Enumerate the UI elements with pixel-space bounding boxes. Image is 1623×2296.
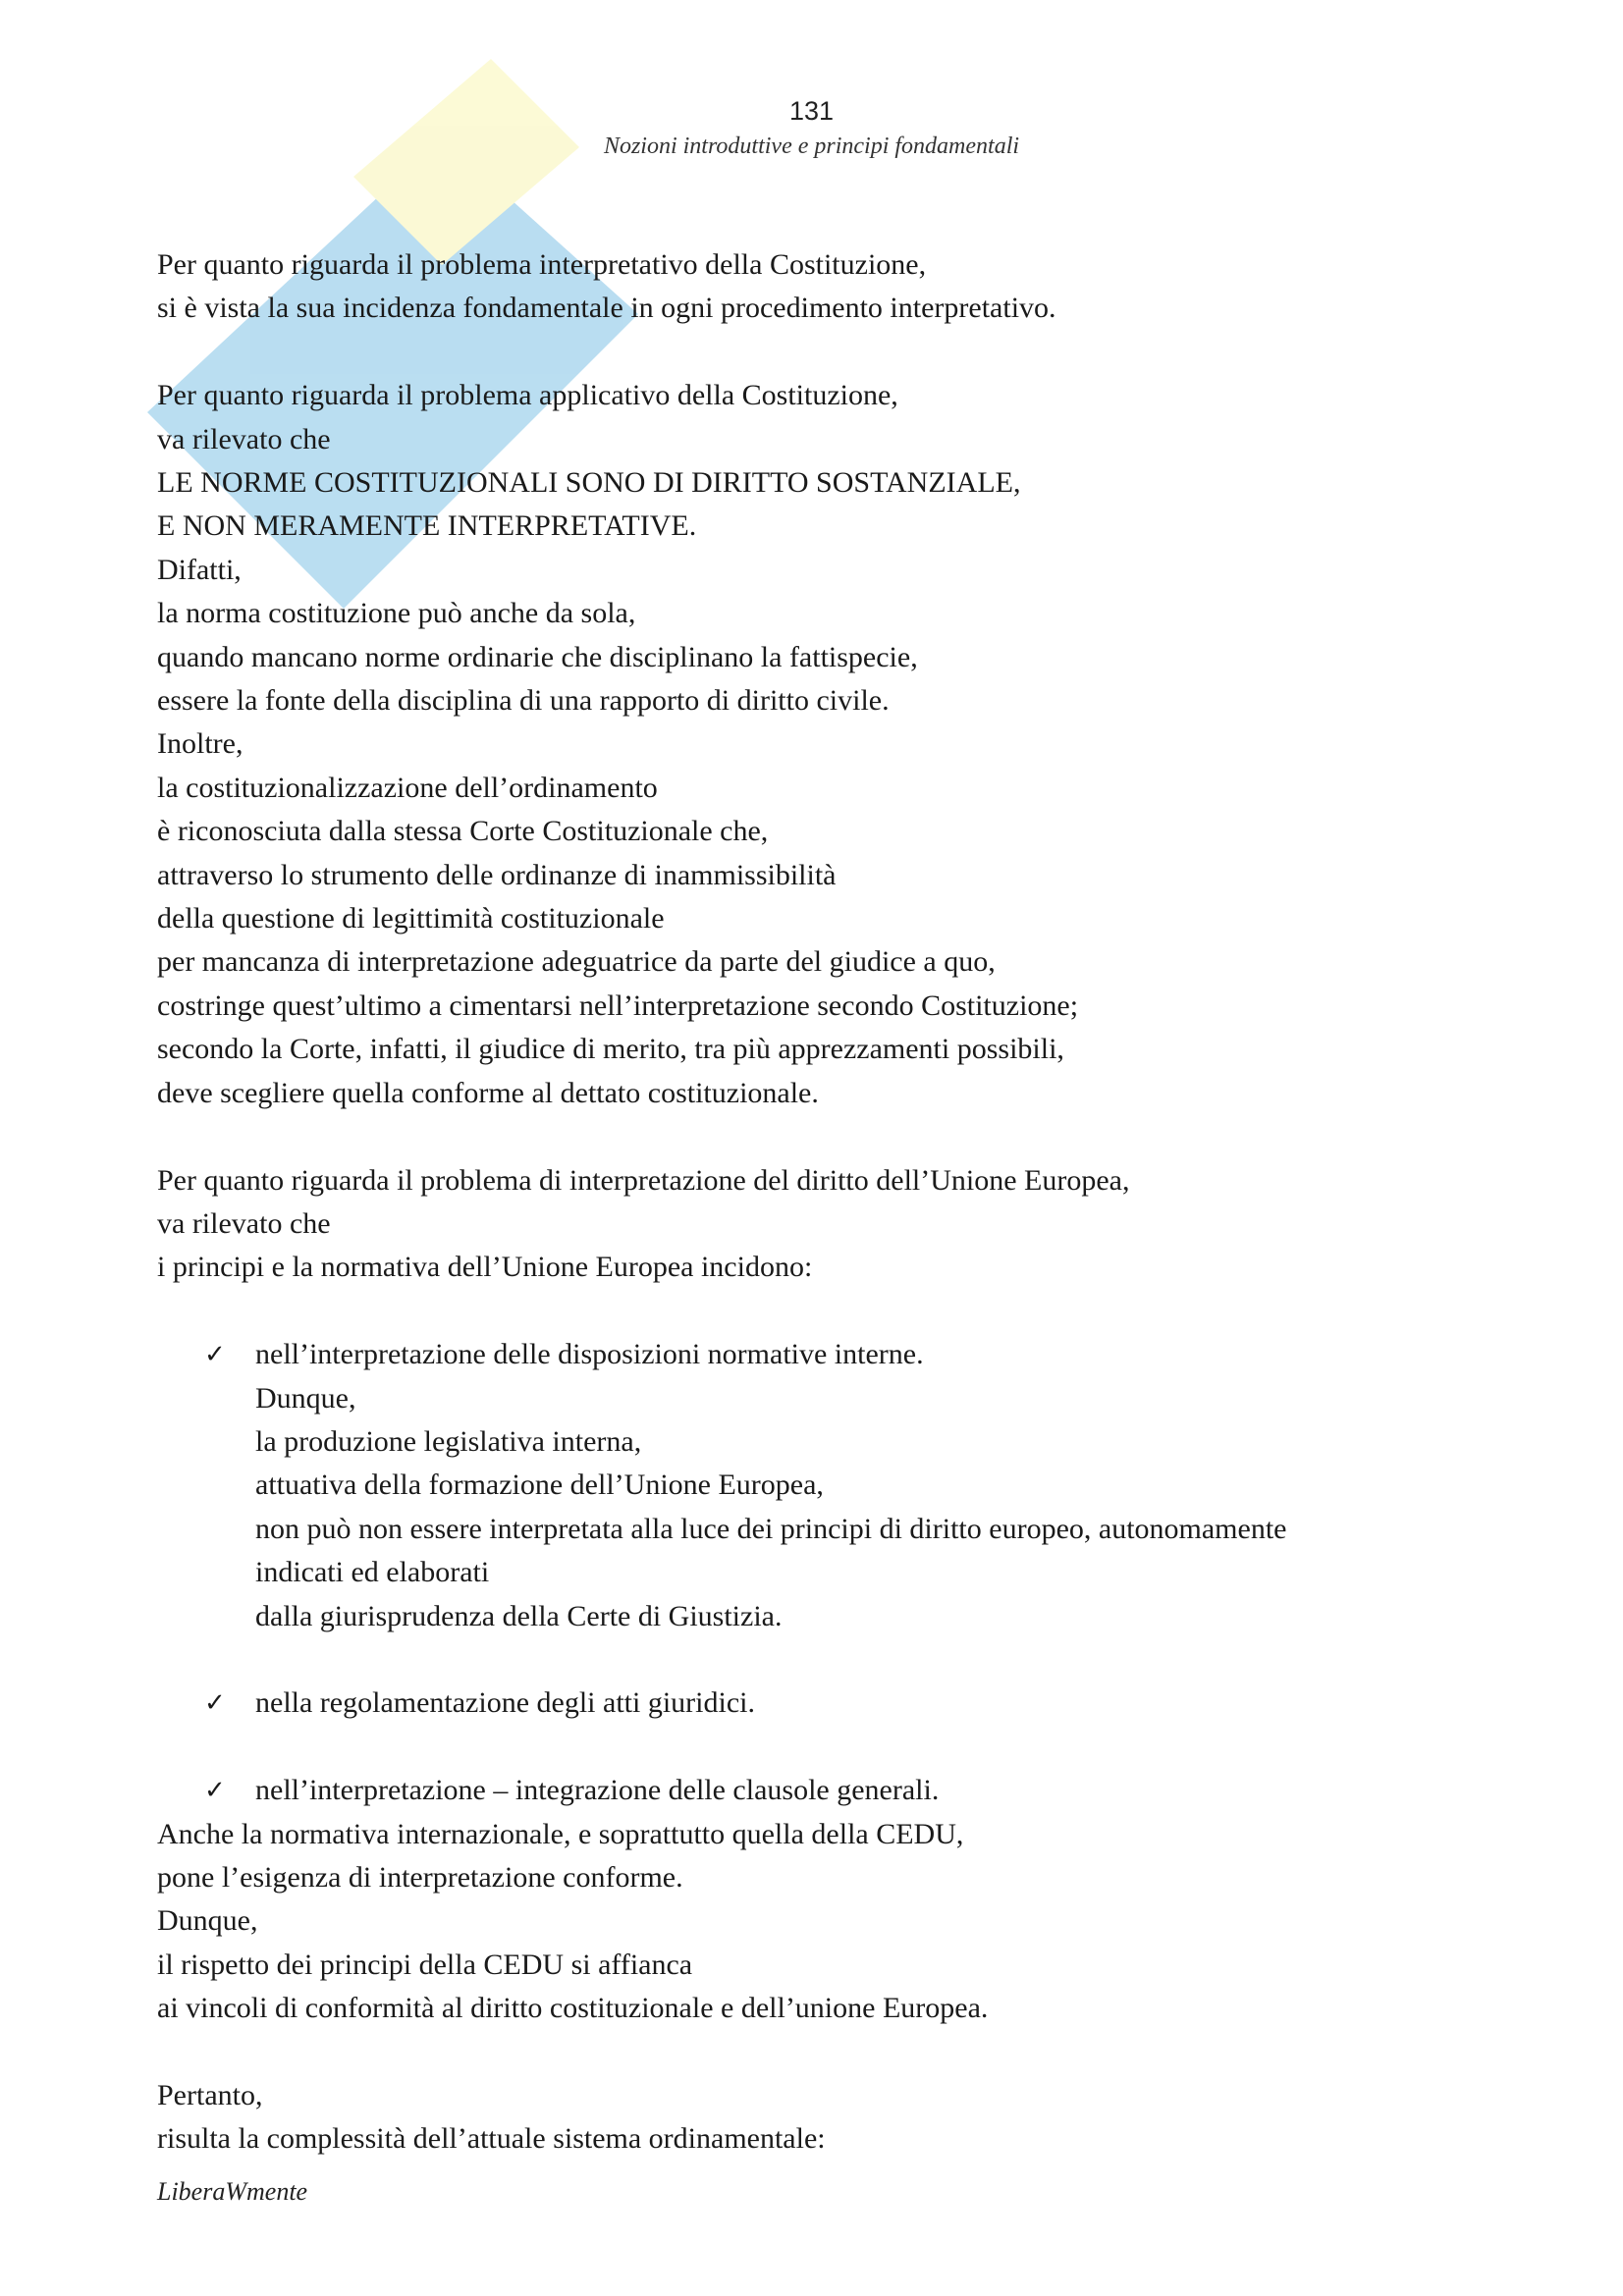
- page-number: 131: [788, 96, 835, 126]
- text-line: Inoltre,: [157, 727, 243, 761]
- paragraph-gap: [157, 1290, 1473, 1333]
- text-line: il rispetto dei principi della CEDU si affianca: [157, 1948, 693, 1981]
- text-line: Difatti,: [157, 553, 242, 586]
- text-line: secondo la Corte, infatti, il giudice di merito, tra più apprezzamenti possibili,: [157, 1033, 1064, 1066]
- text-line: Dunque,: [157, 1904, 258, 1938]
- paragraph-5: [157, 2074, 1473, 2162]
- text-line: attuativa della formazione dell’Unione Europea,: [255, 1468, 824, 1502]
- paragraph-1: [157, 243, 1473, 331]
- text-line: è riconosciuta dalla stessa Corte Costituzionale che,: [157, 815, 769, 848]
- checkmark-icon: ✓: [204, 1340, 226, 1370]
- text-line: LE NORME COSTITUZIONALI SONO DI DIRITTO SOSTANZIALE,: [157, 466, 1021, 500]
- text-line: ai vincoli di conformità al diritto costituzionale e dell’unione Europea.: [157, 1992, 989, 2025]
- checklist-item: [157, 1769, 1473, 1812]
- text-line: E NON MERAMENTE INTERPRETATIVE.: [157, 509, 697, 543]
- text-line: pone l’esigenza di interpretazione conforme.: [157, 1860, 683, 1894]
- text-line: quando mancano norme ordinarie che disciplinano la fattispecie,: [157, 640, 918, 673]
- text-line: i principi e la normativa dell’Unione Europea incidono:: [157, 1251, 813, 1284]
- checklist-item: [157, 1333, 1473, 1638]
- text-line: Anche la normativa internazionale, e soprattutto quella della CEDU,: [157, 1817, 964, 1850]
- footer-signature: LiberaWmente: [157, 2177, 308, 2206]
- text-line: la costituzionalizzazione dell’ordinamento: [157, 771, 658, 804]
- paragraph-3: [157, 1159, 1473, 1290]
- paragraph-gap: [157, 2031, 1473, 2074]
- checkmark-icon: ✓: [204, 1688, 226, 1719]
- text-line: Per quanto riguarda il problema di interpretazione del diritto dell’Unione Europea,: [157, 1163, 1130, 1197]
- text-line: si è vista la sua incidenza fondamentale in ogni procedimento interpretativo.: [157, 292, 1056, 325]
- checkmark-icon: ✓: [204, 1776, 226, 1806]
- paragraph-4: [157, 1813, 1473, 2031]
- text-line: la produzione legislativa interna,: [255, 1424, 642, 1458]
- text-line: nell’interpretazione delle disposizioni normative interne.: [255, 1338, 924, 1371]
- text-line: non può non essere interpretata alla luce dei principi di diritto europeo, autonomamente: [255, 1512, 1287, 1545]
- paragraph-gap: [157, 331, 1473, 374]
- text-line: della questione di legittimità costituzionale: [157, 902, 665, 935]
- list-gap: [157, 1726, 1473, 1769]
- text-line: risulta la complessità dell’attuale sistema ordinamentale:: [157, 2122, 826, 2156]
- document-body: [157, 243, 1473, 2162]
- text-line: Dunque,: [255, 1381, 356, 1415]
- text-line: Pertanto,: [157, 2078, 263, 2111]
- text-line: costringe quest’ultimo a cimentarsi nell’interpretazione secondo Costituzione;: [157, 988, 1079, 1022]
- text-line: va rilevato che: [157, 422, 331, 455]
- text-line: Per quanto riguarda il problema applicativo della Costituzione,: [157, 379, 898, 412]
- text-line: la norma costituzione può anche da sola,: [157, 597, 636, 630]
- checklist-item: [157, 1682, 1473, 1725]
- list-gap: [157, 1638, 1473, 1682]
- paragraph-gap: [157, 1115, 1473, 1158]
- text-line: va rilevato che: [157, 1206, 331, 1240]
- running-header: Nozioni introduttive e principi fondamentali: [603, 133, 1020, 159]
- text-line: nell’interpretazione – integrazione delle clausole generali.: [255, 1774, 940, 1807]
- text-line: attraverso lo strumento delle ordinanze di inammissibilità: [157, 858, 837, 891]
- text-line: Per quanto riguarda il problema interpretativo della Costituzione,: [157, 248, 927, 281]
- text-line: dalla giurisprudenza della Certe di Giustizia.: [255, 1599, 783, 1632]
- text-line: per mancanza di interpretazione adeguatrice da parte del giudice a quo,: [157, 945, 996, 979]
- text-line: deve scegliere quella conforme al dettato costituzionale.: [157, 1076, 819, 1109]
- checklist: [157, 1333, 1473, 1812]
- text-line: nella regolamentazione degli atti giuridici.: [255, 1686, 755, 1720]
- text-line: essere la fonte della disciplina di una rapporto di diritto civile.: [157, 684, 890, 718]
- paragraph-2: [157, 374, 1473, 1115]
- text-line: indicati ed elaborati: [255, 1556, 490, 1589]
